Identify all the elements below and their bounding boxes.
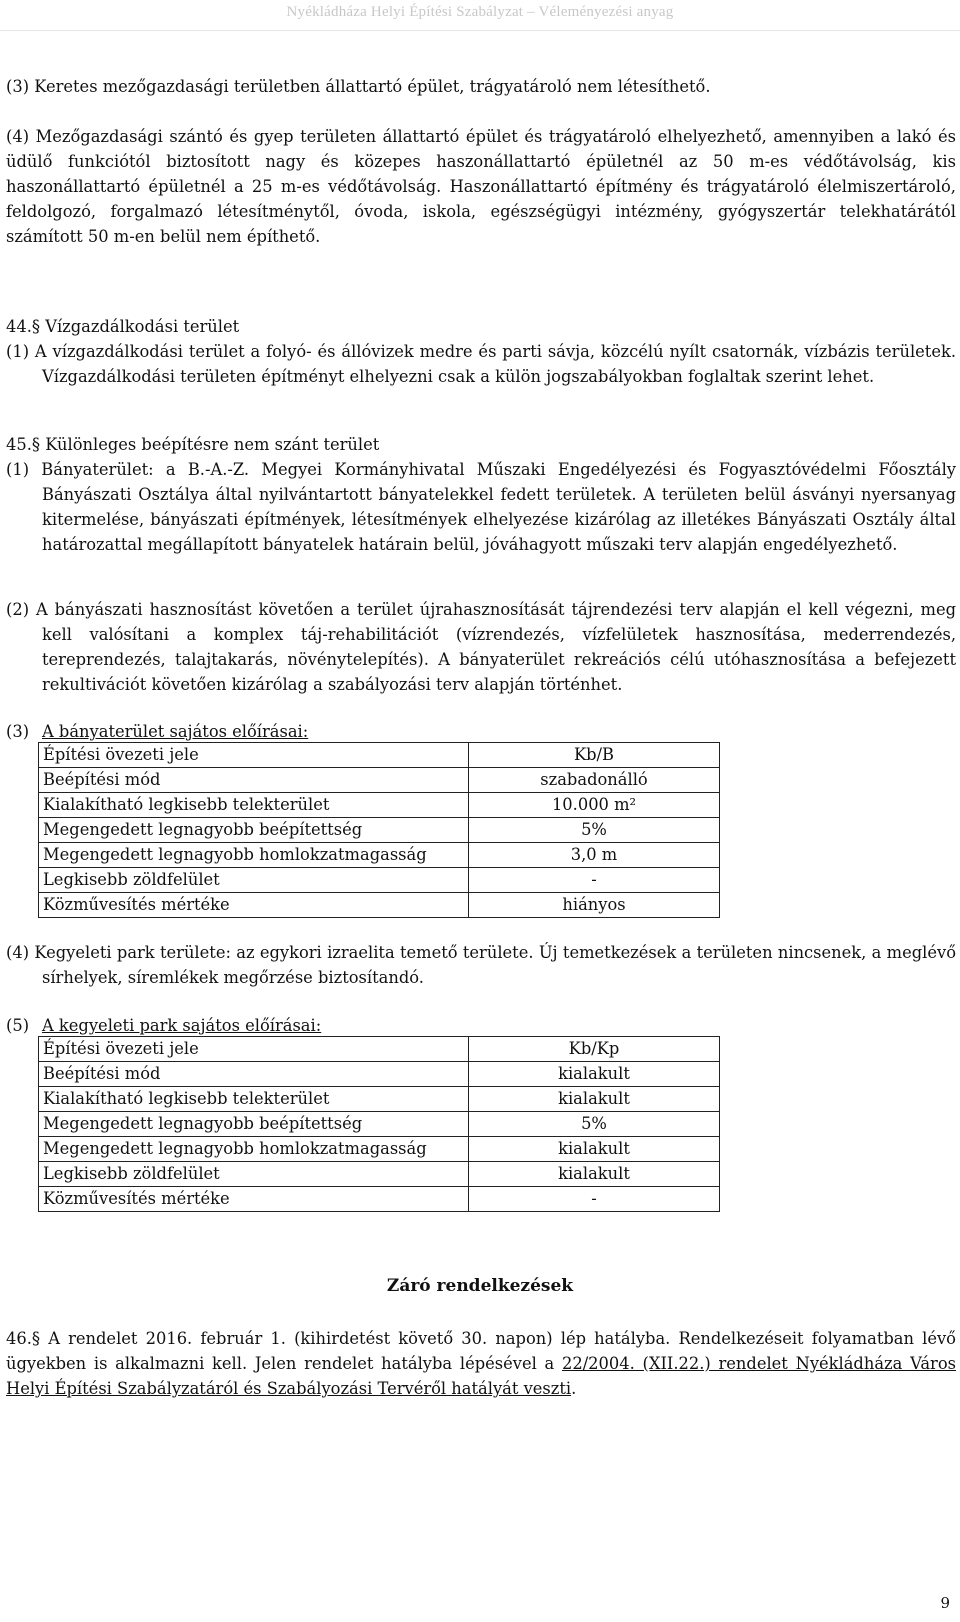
memorial-park-table	[38, 1036, 720, 1212]
row-value: -	[469, 868, 720, 893]
table-row	[39, 1037, 720, 1062]
table-row	[39, 1112, 720, 1137]
section-45-paragraph-5-heading	[6, 1013, 321, 1038]
row-label: Építési övezeti jele	[39, 1037, 469, 1062]
row-label: Megengedett legnagyobb homlokzatmagasság	[39, 1137, 469, 1162]
running-header: Nyékládháza Helyi Építési Szabályzat – Véleményezési anyag	[286, 4, 674, 20]
row-label: Közművesítés mértéke	[39, 893, 469, 918]
row-value: kialakult	[469, 1062, 720, 1087]
row-label: Legkisebb zöldfelület	[39, 1162, 469, 1187]
row-label: Megengedett legnagyobb homlokzatmagasság	[39, 843, 469, 868]
table-row	[39, 1087, 720, 1112]
row-value: -	[469, 1187, 720, 1212]
page-number: 9	[940, 1594, 950, 1612]
row-value: 3,0 m	[469, 843, 720, 868]
row-label: Építési övezeti jele	[39, 743, 469, 768]
row-value: szabadonálló	[469, 768, 720, 793]
repealed-regulation-link[interactable]: 22/2004. (XII.22.) rendelet Nyékládháza Város Helyi Építési Szabályzatáról és Szabályozási Tervéről hatályát veszti	[6, 1354, 956, 1398]
row-label: Kialakítható legkisebb telekterület	[39, 793, 469, 818]
section-46-paragraph	[6, 1326, 956, 1401]
table-row	[39, 768, 720, 793]
row-value: Kb/Kp	[469, 1037, 720, 1062]
table-row	[39, 1062, 720, 1087]
table-row	[39, 1137, 720, 1162]
row-value: 5%	[469, 818, 720, 843]
table-caption: A bányaterület sajátos előírásai:	[42, 722, 309, 741]
section-45-paragraph-3-heading	[6, 719, 308, 744]
section-44-title: 44.§ Vízgazdálkodási terület	[6, 317, 240, 336]
section-46-period: .	[571, 1379, 577, 1398]
row-value: hiányos	[469, 893, 720, 918]
row-label: Beépítési mód	[39, 768, 469, 793]
section-44-paragraph-1: (1) A vízgazdálkodási terület a folyó- és állóvizek medre és parti sávja, közcélú nyílt csatornák, vízbázis területek. Vízgazdálkodási területen építményt elhelyezni csak a külön jogszabályokban foglaltak szerint lehet.	[6, 342, 956, 386]
table-row	[39, 743, 720, 768]
row-label: Kialakítható legkisebb telekterület	[39, 1087, 469, 1112]
header-rule	[0, 30, 960, 31]
row-label: Legkisebb zöldfelület	[39, 868, 469, 893]
row-label: Megengedett legnagyobb beépítettség	[39, 818, 469, 843]
table-row	[39, 868, 720, 893]
table-caption: A kegyeleti park sajátos előírásai:	[42, 1016, 322, 1035]
paragraph-number: (3)	[6, 722, 30, 741]
section-45-title: 45.§ Különleges beépítésre nem szánt terület	[6, 435, 380, 454]
table-row	[39, 1162, 720, 1187]
row-label: Beépítési mód	[39, 1062, 469, 1087]
section-45-paragraph-4: (4) Kegyeleti park területe: az egykori izraelita temető területe. Új temetkezések a területen nincsenek, a meglévő sírhelyek, síremlékek megőrzése biztosítandó.	[6, 943, 956, 987]
section-45-paragraph-1: (1) Bányaterület: a B.-A.-Z. Megyei Kormányhivatal Műszaki Engedélyezési és Fogyasztóvédelmi Főosztály Bányászati Osztálya által nyilvántartott bányatelekkel fedett területek. A területen belül ásványi nyersanyag kitermelése, bányászati építmények, létesítmények elhelyezése kizárólag az illetékes Bányászati Osztály által határozattal megállapított bányatelek határain belül, jóváhagyott műszaki terv alapján engedélyezhető.	[6, 460, 956, 554]
row-value: Kb/B	[469, 743, 720, 768]
row-value: 10.000 m²	[469, 793, 720, 818]
mining-area-table	[38, 742, 720, 918]
paragraph-number: (5)	[6, 1016, 30, 1035]
row-label: Megengedett legnagyobb beépítettség	[39, 1112, 469, 1137]
table-row	[39, 793, 720, 818]
closing-provisions-title: Záró rendelkezések	[386, 1276, 574, 1296]
paragraph-4: (4) Mezőgazdasági szántó és gyep területen állattartó épület és trágyatároló elhelyezhető, amennyiben a lakó és üdülő funkciótól biztosított nagy és közepes haszonállattartó épületnél az 50 m-es védőtávolság, kis haszonállattartó épületnél a 25 m-es védőtávolság. Haszonállattartó építmény és trágyatároló élelmiszertároló, feldolgozó, forgalmazó létesítménytől, óvoda, iskola, egészségügyi intézmény, gyógyszertár telekhatárától számított 50 m-en belül nem építhető.	[6, 127, 956, 246]
table-row	[39, 843, 720, 868]
table-row	[39, 1187, 720, 1212]
row-value: kialakult	[469, 1087, 720, 1112]
row-label: Közművesítés mértéke	[39, 1187, 469, 1212]
table-row	[39, 893, 720, 918]
row-value: 5%	[469, 1112, 720, 1137]
row-value: kialakult	[469, 1137, 720, 1162]
paragraph-3: (3) Keretes mezőgazdasági területben állattartó épület, trágyatároló nem létesíthető.	[6, 77, 711, 96]
section-46-text: 46.§ A rendelet 2016. február 1. (kihirdetést követő 30. napon) lép hatályba. Rendelkezéseit folyamatban lévő ügyekben is alkalmazni kell. Jelen rendelet hatályba lépésével a	[6, 1329, 956, 1373]
table-row	[39, 818, 720, 843]
row-value: kialakult	[469, 1162, 720, 1187]
section-45-paragraph-2: (2) A bányászati hasznosítást követően a terület újrahasznosítását tájrendezési terv alapján el kell végezni, meg kell valósítani a komplex táj-rehabilitációt (vízrendezés, vízfelületek hasznosítása, mederrendezés, tereprendezés, talajtakarás, növénytelepítés). A bányaterület rekreációs célú utóhasznosítása a befejezett rekultivációt követően kizárólag a szabályozási terv alapján történhet.	[6, 600, 956, 694]
